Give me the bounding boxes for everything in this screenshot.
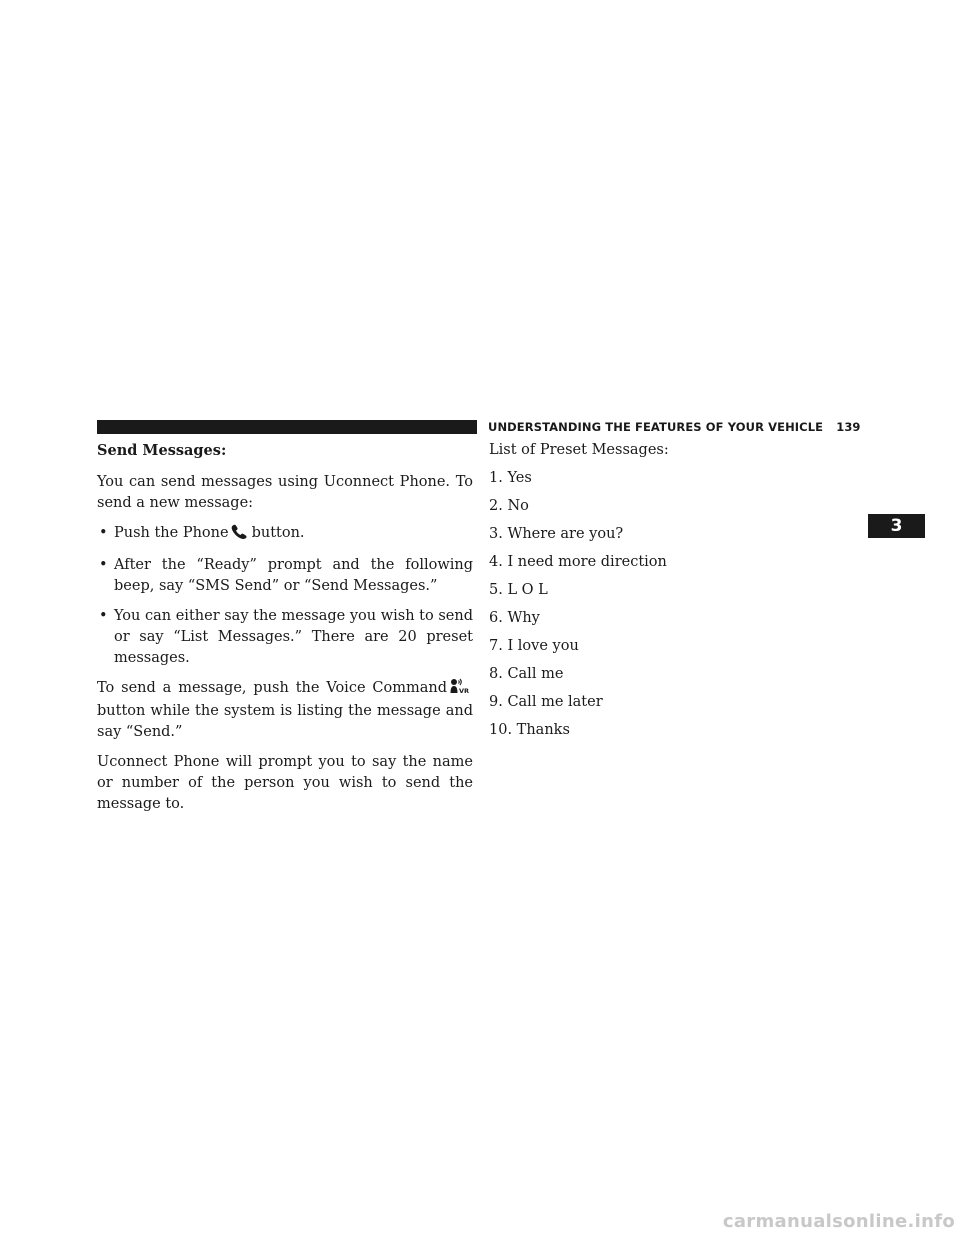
list-item: 3. Where are you?: [489, 526, 624, 542]
header-rule: [97, 420, 477, 434]
bullet-push-phone: [97, 523, 473, 546]
preset-list-title: List of Preset Messages:: [489, 442, 669, 458]
list-item: 10. Thanks: [489, 722, 570, 738]
intro-paragraph: You can send messages using Uconnect Phone. To send a new message:: [97, 474, 473, 511]
bullet-text: You can either say the message you wish to send or say “List Messages.” There are 20 preset messages.: [114, 608, 473, 666]
svg-text:VR: VR: [459, 687, 470, 694]
left-column: [97, 440, 473, 824]
preset-messages-list: [489, 468, 859, 741]
send-text-start: To send a message, push the Voice Command: [97, 680, 447, 696]
chapter-tab[interactable]: 3: [868, 514, 925, 538]
list-item: 2. No: [489, 498, 529, 514]
prompt-paragraph: Uconnect Phone will prompt you to say the name or number of the person you wish to send the message to.: [97, 754, 473, 812]
bullet-ready-prompt: [97, 555, 473, 597]
phone-icon: [231, 524, 250, 546]
bullet-marker: •: [99, 525, 108, 541]
list-item: 5. L O L: [489, 582, 548, 598]
list-item: 8. Call me: [489, 666, 564, 682]
page-number: 139: [836, 420, 861, 434]
section-heading: Send Messages:: [97, 442, 227, 459]
bullet-marker: •: [99, 608, 108, 624]
list-item: 6. Why: [489, 610, 540, 626]
right-column: [489, 440, 859, 748]
section-title: UNDERSTANDING THE FEATURES OF YOUR VEHICLE: [488, 420, 824, 434]
send-paragraph: [97, 678, 473, 743]
bullet-marker: •: [99, 557, 108, 573]
voice-command-icon: [449, 678, 471, 701]
bullet-text-end: button.: [251, 525, 305, 541]
watermark: carmanualsonline.info: [722, 1211, 955, 1232]
bullet-text-start: Push the Phone: [114, 525, 229, 541]
running-header: [488, 419, 864, 435]
send-text-end: button while the system is listing the message and say “Send.”: [97, 703, 473, 740]
list-item: 7. I love you: [489, 638, 579, 654]
bullet-list-messages: [97, 606, 473, 669]
bullet-text: After the “Ready” prompt and the following beep, say “SMS Send” or “Send Messages.”: [114, 557, 473, 594]
list-item: 1. Yes: [489, 470, 532, 486]
list-item: 4. I need more direction: [489, 554, 667, 570]
list-item: 9. Call me later: [489, 694, 603, 710]
